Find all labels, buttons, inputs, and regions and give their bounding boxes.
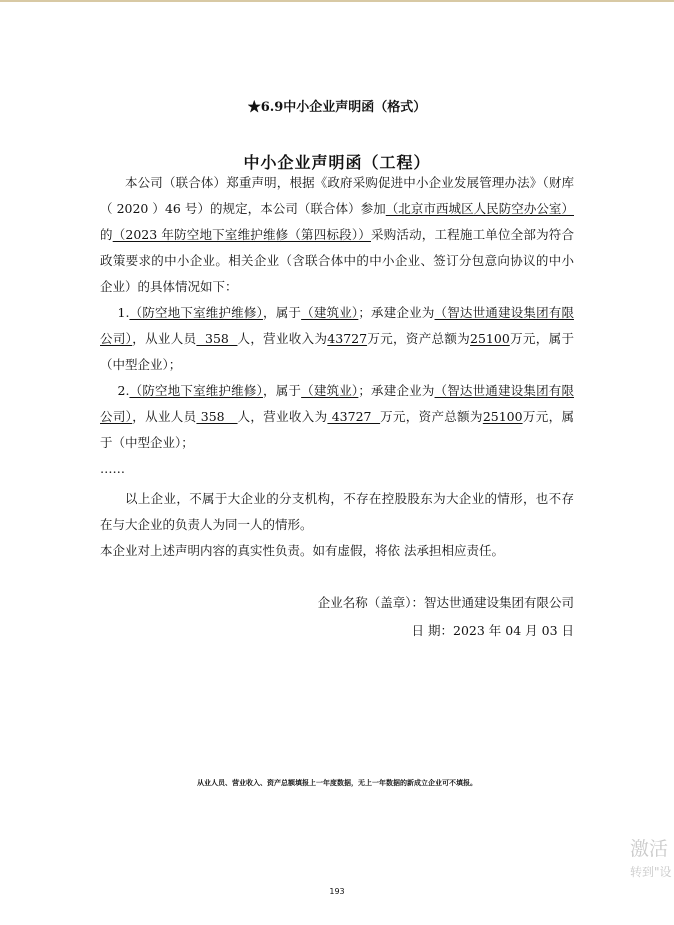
item-industry: （建筑业） bbox=[301, 383, 359, 398]
item-text: ，从业人员 bbox=[132, 409, 197, 424]
enterprise-item-2 bbox=[100, 378, 574, 456]
footnote: 从业人员、营业收入、资产总额填报上一年度数据，无上一年数据的新成立企业可不填报。 bbox=[197, 779, 477, 787]
page-number: 193 bbox=[329, 887, 345, 896]
activation-watermark bbox=[630, 834, 674, 880]
item-revenue: 43727 bbox=[327, 409, 381, 424]
item-text: 人，营业收入为 bbox=[237, 331, 328, 346]
project-name: （2023 年防空地下室维护维修（第四标段）） bbox=[112, 227, 371, 242]
section-title: ★6.9中小企业声明函（格式） bbox=[247, 100, 427, 115]
declaration-body bbox=[100, 170, 574, 564]
item-text: ，从业人员 bbox=[132, 331, 197, 346]
buyer-name: （北京市西城区人民防空办公室） bbox=[385, 201, 574, 216]
item-text: ，属于 bbox=[263, 305, 302, 320]
document-title: 中小企业声明函（工程） bbox=[243, 153, 431, 172]
statement-not-large: 以上企业，不属于大企业的分支机构，不存在控股股东为大企业的情形，也不存在与大企业的负责人为同一人的情形。 bbox=[100, 491, 574, 532]
item-revenue: 43727 bbox=[327, 331, 368, 346]
item-text: ；承建企业为 bbox=[358, 305, 435, 320]
item-industry: （建筑业） bbox=[301, 305, 359, 320]
item-number: 2. bbox=[117, 383, 130, 398]
item-project: （防空地下室维护维修） bbox=[129, 305, 264, 320]
signature-company: 企业名称（盖章）：智达世通建设集团有限公司 bbox=[317, 595, 574, 610]
statement-truthfulness: 本企业对上述声明内容的真实性负责。如有虚假，将依 法承担相应责任。 bbox=[100, 543, 504, 558]
intro-tail: 采购活动，工程施工单位全部为符合政策要求的中小企业。相关企业（含联合体中的中小企业、签订分包意向协议的中小企业）的具体情况如下： bbox=[100, 227, 574, 294]
watermark-line2: 转到"设 bbox=[630, 865, 672, 879]
item-text: 万元，资产总额为 bbox=[380, 409, 483, 424]
item-text: 万元，资产总额为 bbox=[367, 331, 471, 346]
signature-date: 日 期：2023 年 04 月 03 日 bbox=[411, 623, 574, 638]
intro-text: 本公司（联合体）郑重声明，根据《政府采购促进中小企业发展管理办法》（财库（ 2020 ）46 号）的规定，本公司（联合体）参加 bbox=[100, 175, 574, 216]
item-project: （防空地下室维护维修） bbox=[129, 383, 264, 398]
watermark-line1: 激活 bbox=[630, 838, 669, 860]
item-text: 万元，属于（中型企业）； bbox=[100, 331, 574, 372]
item-text: ，属于 bbox=[263, 383, 302, 398]
intro-paragraph bbox=[100, 170, 574, 300]
item-text: 万元，属于（中型企业）； bbox=[100, 409, 574, 450]
item-assets: 25100 bbox=[470, 331, 510, 346]
item-text: 人，营业收入为 bbox=[237, 409, 328, 424]
item-staff: 358 bbox=[196, 331, 238, 346]
item-assets: 25100 bbox=[482, 409, 523, 424]
ellipsis: …… bbox=[100, 461, 125, 476]
item-number: 1. bbox=[117, 305, 130, 320]
item-company: （智达世通建设集团有限公司） bbox=[100, 305, 574, 346]
item-company: （智达世通建设集团有限公司） bbox=[100, 383, 574, 424]
top-border-line bbox=[0, 0, 674, 2]
intro-connector: 的 bbox=[100, 227, 113, 242]
enterprise-item-1 bbox=[100, 300, 574, 378]
item-text: ；承建企业为 bbox=[358, 383, 435, 398]
item-staff: 358 bbox=[196, 409, 238, 424]
